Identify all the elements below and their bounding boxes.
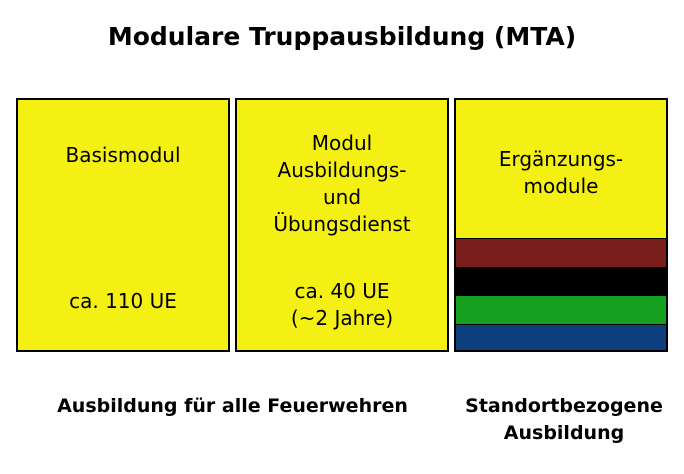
basismodul-label-line: Basismodul — [65, 143, 181, 167]
module-stripes — [456, 238, 666, 352]
module-stripe-blue — [456, 324, 666, 353]
ergaenzungsmodule-label — [456, 146, 666, 200]
ergaenzungsmodule-label-line: module — [523, 174, 599, 198]
ausbildungsdienst-hours — [237, 278, 447, 332]
ausbildungsdienst-label-line: und — [322, 185, 362, 209]
ergaenzungsmodule-label-line: Ergänzungs- — [498, 147, 624, 171]
ausbildungsdienst-label-line: Ausbildungs- — [277, 158, 407, 182]
ergaenzungsmodule-box — [454, 98, 668, 352]
ausbildungsdienst-box — [235, 98, 449, 352]
ausbildungsdienst-label-line: Modul — [311, 131, 373, 155]
ausbildungsdienst-hours-line: ca. 40 UE — [294, 279, 390, 303]
basismodul-label — [18, 142, 228, 169]
basismodul-box — [16, 98, 230, 352]
module-stripe-green — [456, 295, 666, 324]
ausbildungsdienst-label — [237, 130, 447, 238]
footer-local-training-line: Standortbezogene — [465, 395, 663, 417]
basismodul-hours-line: ca. 110 UE — [69, 289, 177, 313]
footer-local-training-line: Ausbildung — [503, 422, 625, 444]
ausbildungsdienst-duration-line: (~2 Jahre) — [290, 306, 394, 330]
ausbildungsdienst-label-line: Übungsdienst — [273, 212, 411, 236]
module-stripe-black — [456, 267, 666, 296]
module-stripe-red — [456, 238, 666, 267]
diagram-title: Modulare Truppausbildung (MTA) — [107, 22, 577, 51]
footer-local-training — [454, 393, 674, 447]
footer-general-training: Ausbildung für alle Feuerwehren — [57, 395, 408, 417]
basismodul-hours — [18, 288, 228, 315]
